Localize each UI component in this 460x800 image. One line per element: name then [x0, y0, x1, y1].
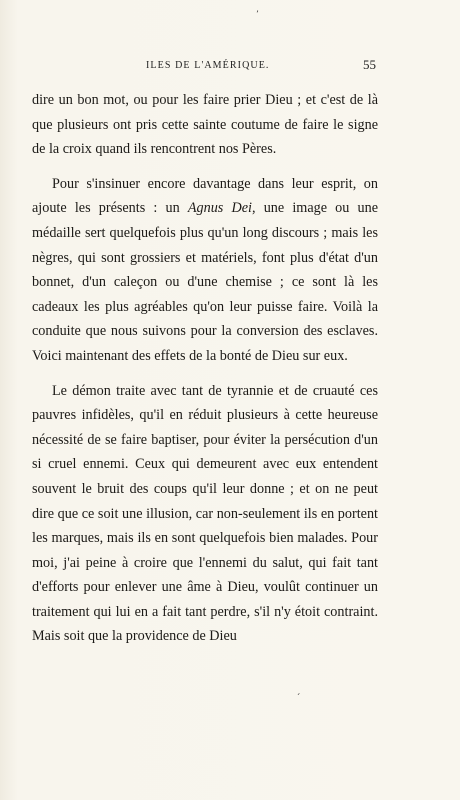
ink-mark-bottom: ˏ: [296, 686, 301, 696]
paragraph-2-end: , une image ou une médaille sert quelquefois plus qu'un long discours ; mais les nègres, qui sont grossiers et matériels, font plus d'état d'un bonnet, d'un caleçon ou d'une chemise ; ce sont là les cadeaux les plus agréables qu'on leur puisse faire. Voilà la conduite que nous suivons pour la conversion des esclaves. Voici maintenant des effets de la bonté de Dieu sur eux.: [32, 200, 378, 364]
paragraph-3: Le démon traite avec tant de tyrannie et de cruauté ces pauvres infidèles, qu'il en réduit plusieurs à cette heureuse nécessité de se faire baptiser, pour éviter la persécution d'un si cruel ennemi. Ceux qui demeurent avec eux entendent souvent le bruit des coups qu'il leur donne ; et on ne peut dire que ce soit une illusion, car non-seulement ils en portent les marques, mais ils en sont quelquefois bien malades. Pour moi, j'ai peine à croire que l'ennemi du salut, qui fait tant d'efforts pour enlever une âme à Dieu, voulût continuer un traitement qui lui en a fait tant perdre, s'il n'y étoit contraint. Mais soit que la providence de Dieu: [32, 382, 378, 645]
body-text: [32, 88, 378, 649]
paragraph-2: [32, 172, 378, 369]
page-number: 55: [363, 57, 376, 72]
agnus-dei-italic: Agnus Dei: [187, 200, 252, 217]
ink-mark-top: ʼ: [256, 10, 259, 20]
running-head: ILES DE L'AMÉRIQUE.: [146, 60, 270, 71]
paragraph-1: dire un bon mot, ou pour les faire prier Dieu ; et c'est de là que plusieurs ont pris cette sainte coutume de faire le signe de la croix quand ils rencontrent nos Pères.: [32, 92, 378, 158]
paragraph-2-start: Pour s'insinuer encore davantage dans leur esprit, on ajoute les présents : un: [32, 175, 378, 217]
